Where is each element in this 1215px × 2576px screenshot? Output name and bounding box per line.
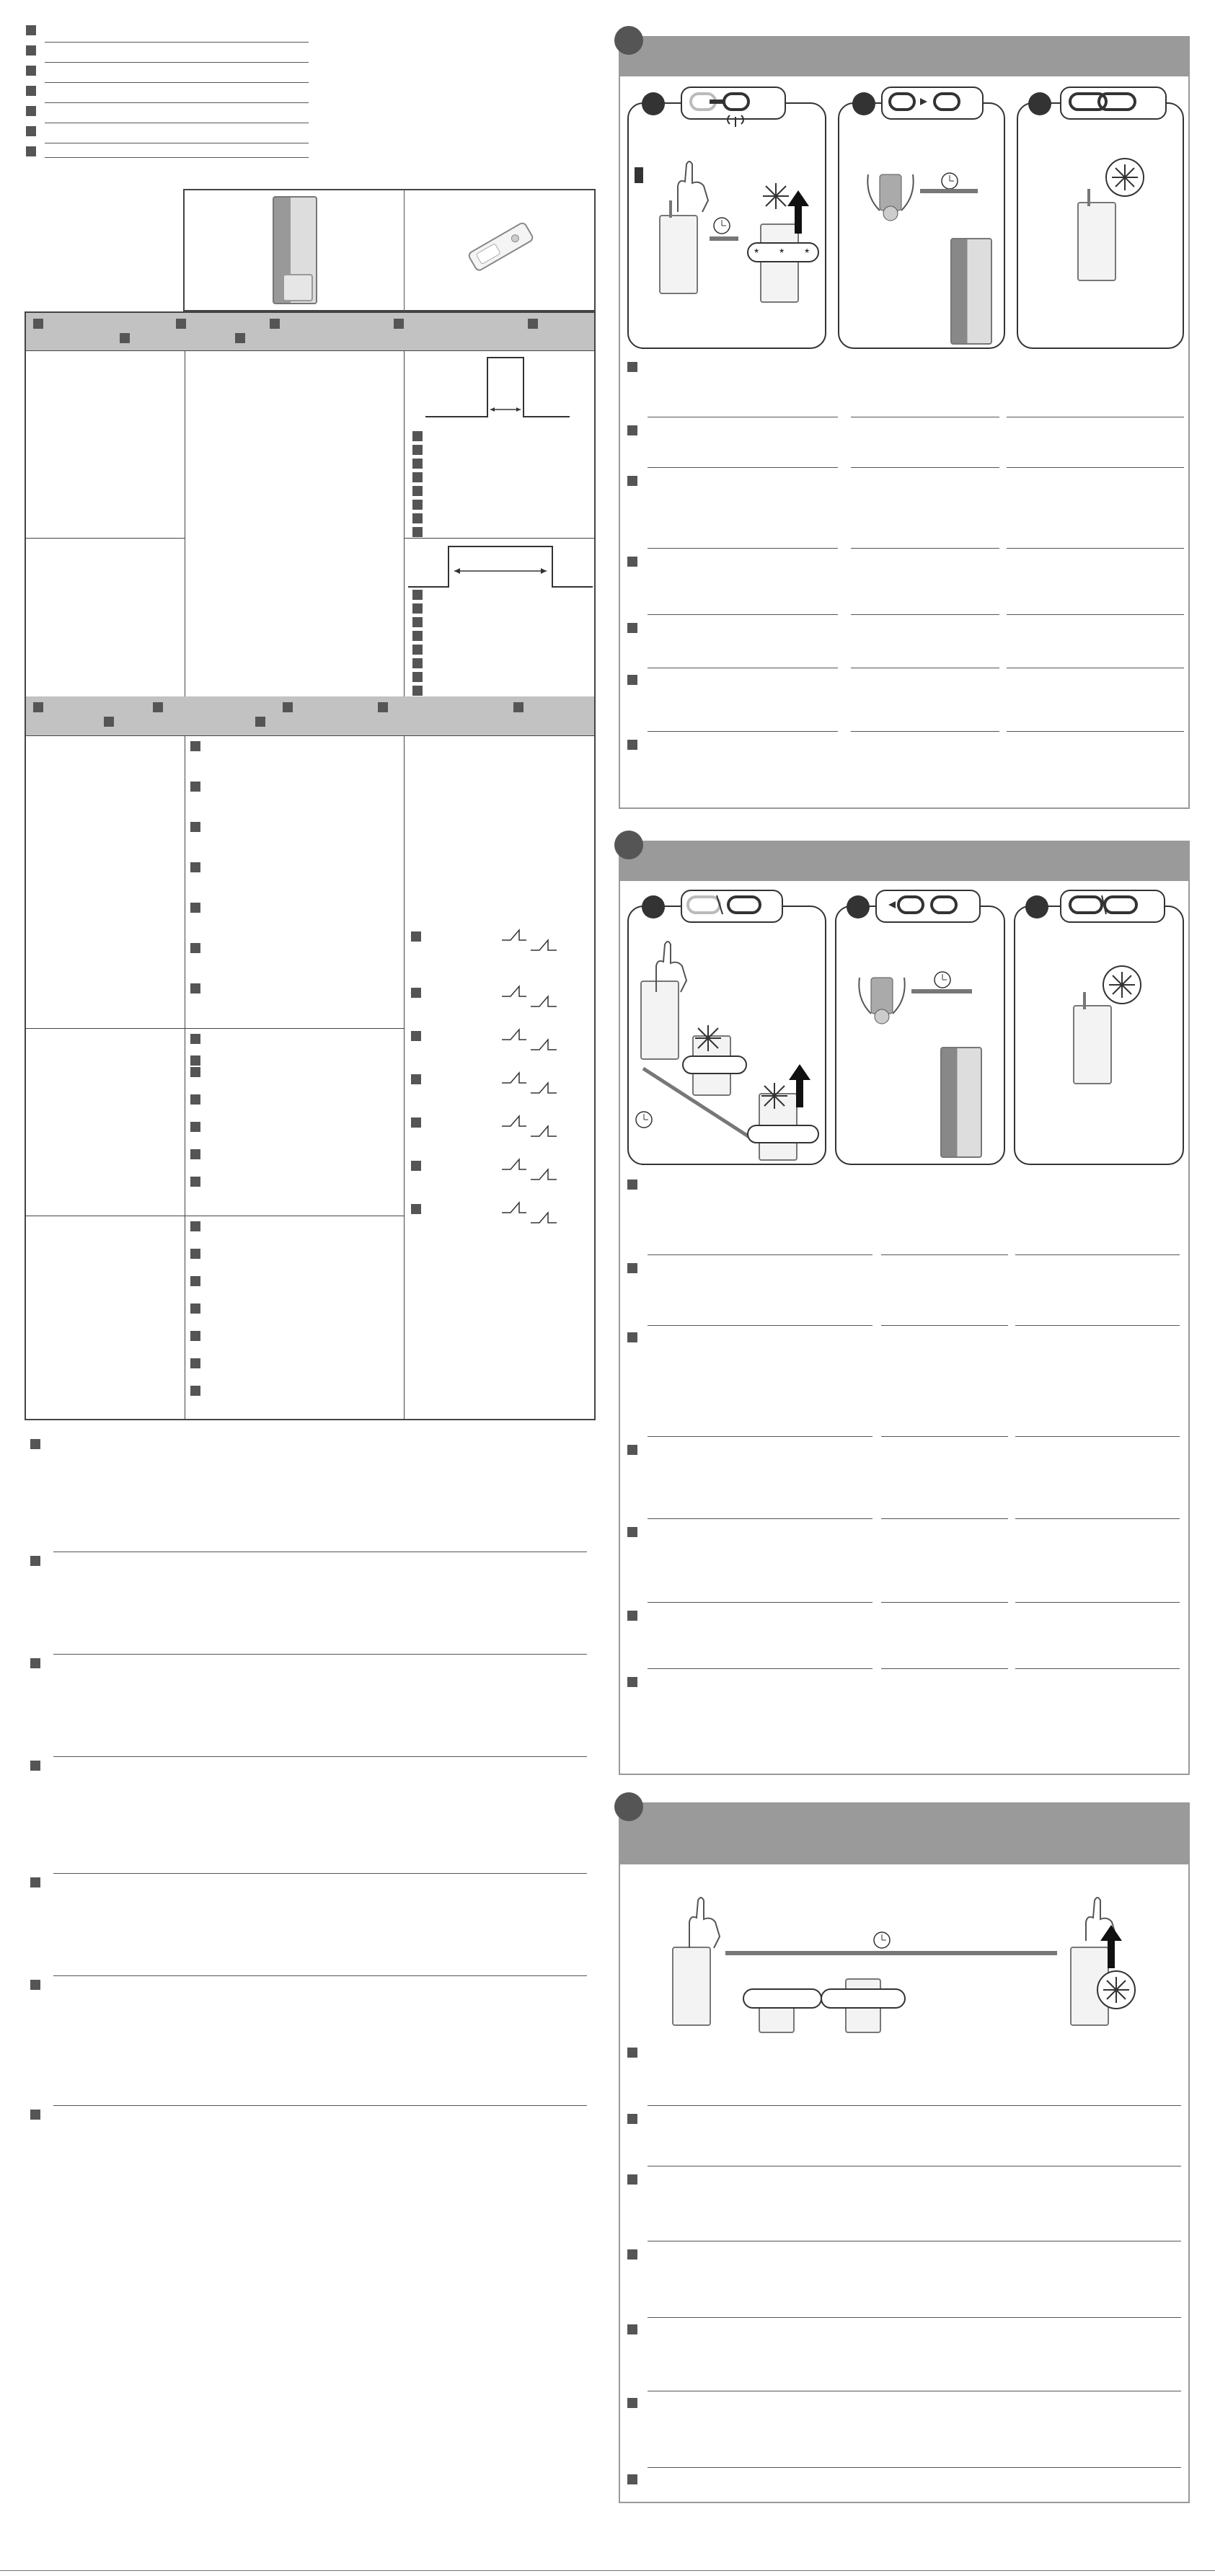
led-star-icon <box>760 1081 789 1110</box>
rule <box>851 548 999 549</box>
panel-number-dot <box>614 831 643 859</box>
bullet <box>235 333 245 343</box>
blink-indicator <box>743 1988 822 2009</box>
broken-link-icon <box>883 895 969 917</box>
bullet <box>627 557 637 567</box>
hand-icon <box>649 937 692 995</box>
bullet <box>190 1386 200 1396</box>
relay-symbol <box>502 1112 567 1141</box>
bullet <box>30 1877 40 1887</box>
clock-icon <box>635 1110 653 1129</box>
bullet <box>190 1221 200 1231</box>
panel-number-dot <box>614 1792 643 1821</box>
bullet <box>627 623 637 633</box>
step-number-dot <box>1028 92 1051 115</box>
bullet <box>627 1332 637 1342</box>
bullet <box>412 500 423 510</box>
bullet <box>190 903 200 913</box>
bullet <box>30 1761 40 1771</box>
bullet <box>627 2474 637 2484</box>
rule <box>45 102 309 103</box>
rule <box>648 1668 872 1669</box>
rule <box>53 1654 587 1655</box>
rule <box>851 731 999 732</box>
bullet <box>30 1556 40 1566</box>
led-star-icon <box>1105 157 1145 198</box>
rule <box>53 1975 587 1976</box>
bullet <box>33 319 43 329</box>
transmitter-device <box>1073 1005 1112 1084</box>
bullet <box>528 319 538 329</box>
bullet <box>627 1611 637 1621</box>
blink-dots <box>747 245 819 260</box>
led-star-icon <box>1096 1970 1136 2010</box>
led-star-icon <box>1102 965 1142 1005</box>
svg-text:*: * <box>754 247 759 260</box>
rule <box>648 1436 872 1437</box>
bullet <box>627 2249 637 2259</box>
broken-link-icon <box>688 895 774 917</box>
bullet <box>412 672 423 682</box>
rule <box>648 1325 872 1326</box>
broken-link-icon <box>1070 895 1157 917</box>
bullet <box>411 1161 421 1171</box>
arrow <box>920 189 978 193</box>
rule <box>45 42 309 43</box>
section-header-1 <box>26 313 594 350</box>
bullet <box>190 782 200 792</box>
antenna <box>1087 189 1090 206</box>
bullet <box>190 1304 200 1314</box>
bullet <box>30 1980 40 1990</box>
blink-indicator <box>747 1125 819 1143</box>
bullet <box>190 1358 200 1368</box>
bullet <box>627 2174 637 2185</box>
blink-indicator <box>821 1988 906 2009</box>
led-star-icon <box>761 182 790 211</box>
bullet <box>26 106 36 116</box>
bullet <box>26 25 36 35</box>
bullet <box>190 983 200 993</box>
pulse-diagram-short <box>425 353 591 411</box>
page-bottom-rule <box>0 2570 1215 2571</box>
bullet <box>270 319 280 329</box>
bullet <box>190 1331 200 1341</box>
bullet <box>190 1094 200 1105</box>
sensor-image <box>461 215 541 280</box>
step-number-dot <box>642 895 665 919</box>
bullet <box>394 319 404 329</box>
panel-header <box>620 1804 1188 1864</box>
clock-icon <box>940 172 959 190</box>
bullet <box>412 590 423 600</box>
bullet <box>412 631 423 641</box>
bullet <box>627 740 637 750</box>
rule <box>881 1436 1008 1437</box>
step-number-dot <box>852 92 875 115</box>
transmitter-device <box>1077 202 1116 281</box>
rule <box>1007 467 1184 468</box>
step-number-dot <box>847 895 870 919</box>
bullet <box>190 862 200 872</box>
rule <box>26 350 594 351</box>
step-number-dot <box>1025 895 1048 919</box>
rule <box>648 1602 872 1603</box>
bullet <box>627 476 637 486</box>
rule <box>45 82 309 83</box>
rule <box>648 548 838 549</box>
bullet <box>190 943 200 953</box>
hand-icon <box>857 970 907 1028</box>
rule <box>1015 1518 1180 1519</box>
rule <box>851 614 999 615</box>
bullet <box>378 702 388 712</box>
bullet <box>26 86 36 96</box>
bullet <box>627 1527 637 1537</box>
bullet <box>283 702 293 712</box>
bullet <box>411 931 421 942</box>
transmitter-base <box>283 274 313 301</box>
rule <box>26 538 185 539</box>
bullet <box>30 1439 40 1449</box>
svg-text:*: * <box>805 247 810 260</box>
svg-text:*: * <box>779 247 785 260</box>
bullet <box>411 1074 421 1084</box>
bullet <box>190 1276 200 1286</box>
bullet <box>627 2398 637 2408</box>
section-header-2 <box>26 696 594 735</box>
transmitter-image <box>940 1047 982 1158</box>
signal-icon <box>728 112 743 127</box>
rule <box>404 538 594 539</box>
rule <box>1015 1254 1180 1255</box>
rule <box>881 1325 1008 1326</box>
bullet <box>190 1149 200 1159</box>
bullet <box>30 1658 40 1668</box>
rule <box>648 2467 1181 2468</box>
link-icon <box>691 92 777 114</box>
transmitter-image <box>950 238 992 345</box>
rule <box>53 1873 587 1874</box>
bullet <box>190 822 200 832</box>
bullet <box>412 431 423 441</box>
bullet <box>412 459 423 469</box>
bullet <box>412 658 423 668</box>
bullet <box>176 319 186 329</box>
bullet <box>190 1249 200 1259</box>
link-icon <box>890 92 976 114</box>
hand-icon <box>682 1893 733 1951</box>
rule <box>1007 731 1184 732</box>
bullet <box>190 741 200 751</box>
relay-symbol <box>502 1068 567 1097</box>
hand-icon <box>671 157 714 215</box>
antenna <box>1083 992 1086 1009</box>
long-arrow <box>725 1951 1057 1955</box>
arrow <box>710 236 738 241</box>
bullet <box>627 2324 637 2334</box>
rule <box>53 1756 587 1757</box>
rule <box>1015 1602 1180 1603</box>
rule <box>648 2317 1181 2318</box>
diagonal-arrow <box>637 1063 854 1135</box>
bullet <box>627 2048 637 2058</box>
rule <box>648 1518 872 1519</box>
rule <box>851 467 999 468</box>
bullet <box>190 1055 200 1066</box>
bullet <box>104 717 114 727</box>
rule <box>648 731 838 732</box>
rule <box>1007 548 1184 549</box>
bullet <box>412 513 423 523</box>
step-number-dot <box>642 92 665 115</box>
bullet <box>411 988 421 998</box>
rule <box>1007 614 1184 615</box>
rule <box>1015 1436 1180 1437</box>
bullet <box>412 445 423 455</box>
bullet <box>412 486 423 496</box>
transmitter-device <box>760 223 799 303</box>
bullet <box>412 617 423 627</box>
bullet <box>513 702 523 712</box>
relay-symbol <box>502 982 567 1011</box>
rule <box>26 735 594 736</box>
bullet <box>26 146 36 156</box>
bullet <box>26 66 36 76</box>
hand-icon <box>865 167 916 225</box>
rule <box>881 1254 1008 1255</box>
bullet <box>627 2114 637 2124</box>
arrow-up-icon <box>787 190 809 234</box>
clock-icon <box>872 1931 891 1949</box>
rule <box>881 1602 1008 1603</box>
bullet <box>627 1677 637 1687</box>
led-star-icon <box>694 1024 723 1053</box>
panel-header <box>620 37 1188 76</box>
rule <box>881 1518 1008 1519</box>
clock-icon <box>712 216 731 235</box>
bullet <box>627 1445 637 1455</box>
relay-symbol <box>502 1155 567 1184</box>
bullet <box>26 126 36 136</box>
relay-symbol <box>502 926 567 955</box>
bullet <box>627 675 637 685</box>
panel-number-dot <box>614 26 643 55</box>
bullet <box>627 425 637 435</box>
bullet <box>412 527 423 537</box>
transmitter-device <box>659 215 698 294</box>
bullet <box>411 1204 421 1214</box>
bullet <box>190 1034 200 1044</box>
rule <box>53 2105 587 2106</box>
bullet <box>153 702 163 712</box>
bullet <box>190 1122 200 1132</box>
bullet <box>412 603 423 614</box>
bullet <box>26 45 36 56</box>
arrow <box>911 989 972 993</box>
divider <box>404 189 405 311</box>
arrow-up-icon <box>1100 1925 1122 1968</box>
bullet <box>255 717 265 727</box>
bullet <box>412 472 423 482</box>
rule <box>881 1668 1008 1669</box>
transmitter-device <box>672 1947 711 2026</box>
bullet <box>627 1263 637 1273</box>
rule <box>648 1254 872 1255</box>
bullet <box>627 1179 637 1190</box>
relay-symbol <box>502 1025 567 1054</box>
bullet <box>30 2110 40 2120</box>
pulse-diagram-long <box>408 542 588 585</box>
bullet <box>33 702 43 712</box>
relay-symbol <box>502 1198 567 1227</box>
rule <box>1015 1325 1180 1326</box>
arrow-up-icon <box>789 1064 810 1107</box>
bullet <box>411 1031 421 1041</box>
bullet <box>190 1067 200 1077</box>
rule <box>26 1028 404 1029</box>
rule <box>648 2105 1181 2106</box>
spec-table <box>25 311 596 1420</box>
rule <box>648 467 838 468</box>
bullet <box>190 1177 200 1187</box>
bullet <box>412 686 423 696</box>
battery-icon <box>635 167 643 183</box>
bullet <box>412 645 423 655</box>
bullet <box>411 1117 421 1128</box>
panel-header <box>620 842 1188 881</box>
rule <box>45 62 309 63</box>
bullet <box>627 362 637 372</box>
bullet <box>120 333 130 343</box>
link-icon <box>1070 92 1157 114</box>
divider <box>404 350 405 696</box>
divider <box>404 735 405 1420</box>
clock-icon <box>933 970 952 989</box>
rule <box>648 614 838 615</box>
rule <box>45 157 309 158</box>
rule <box>1015 1668 1180 1669</box>
